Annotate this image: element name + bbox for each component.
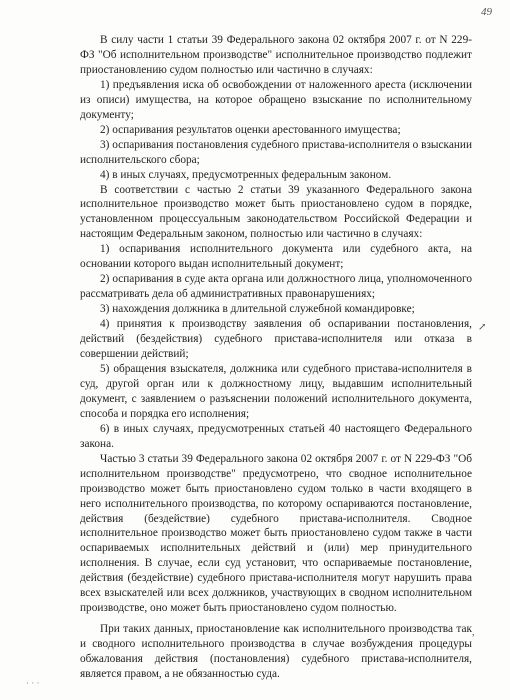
list-item: 1) оспаривания исполнительного документа или судебного акта, на основании которого выдан исполнительный документ; — [80, 243, 472, 271]
list-item: 3) нахождения должника в длительной служебной командировке; — [100, 303, 415, 316]
list-item: 5) обращения взыскателя, должника или судебного пристава-исполнителя в суд, другой орган или к должностному лицу, выдавшим исполнительный документ, с заявлением о разъяснении положений исполнительного документа, способа и порядка его исполнения; — [80, 362, 472, 420]
list-item: 2) оспаривания в суде акта органа или должностного лица, уполномоченного рассматривать дела об административных правонарушениях; — [80, 273, 472, 301]
paragraph-conclusion: При таких данных, приостановление как исполнительного производства так и сводного исполнительного производства в случае возбуждения процедуры обжалования действия (постановления) судебного пристава-исполнителя, является правом, а не обязанностью суда. — [80, 623, 472, 681]
list-item: 1) предъявления иска об освобождении от наложенного ареста (исключении из описи) имущества, на которое обращено взыскание по исполнительному документу; — [80, 78, 472, 121]
list-item: 4) в иных случаях, предусмотренных федеральным законом. — [100, 168, 392, 181]
margin-mark: , — [472, 627, 475, 638]
paragraph-intro-part1: В силу части 1 статьи 39 Федерального закона 02 октября 2007 г. от N 229-ФЗ "Об исполнительном производстве" исполнительное производство подлежит приостановлению судом полностью или частично в случаях: — [80, 34, 472, 76]
margin-mark: ↗ — [478, 322, 487, 333]
list-item: 2) оспаривания результатов оценки арестованного имущества; — [100, 123, 401, 136]
page-number: 49 — [481, 6, 492, 18]
list-item: 3) оспаривания постановления судебного пристава-исполнителя о взыскании исполнительского сбора; — [80, 138, 472, 166]
paragraph-intro-part2: В соответствии с частью 2 статьи 39 указанного Федерального закона исполнительное производство может быть приостановлено судом в порядке, установленном процессуальным законодательством Российской Федерации и настоящим Федеральным законом, полностью или частично в случаях: — [80, 183, 472, 241]
paragraph-part3: Частью 3 статьи 39 Федерального закона 02 октября 2007 г. от N 229-ФЗ "Об исполнительном производстве" предусмотрено, что сводное исполнительное производство может быть приостановлено судом только в части входящего в него исполнительного производства, по которому оспариваются постановление, действия (бездействие) судебного пристава-исполнителя. Сводное исполнительное производство может быть приостановлено судом также в части оспариваемых исполнительных действий и (или) мер принудительного исполнения. В случае, если суд установит, что оспариваемые постановление, действия (бездействие) судебного пристава-исполнителя могут нарушить права всех взыскателей или всех должников, участвующих в сводном исполнительном производстве, оно может быть приостановлено судом полностью. — [80, 452, 472, 615]
list-item: 4) принятия к производству заявления об оспаривании постановления, действий (бездействия) судебного пристава-исполнителя или отказа в совершении действий; — [80, 318, 472, 361]
list-item: 6) в иных случаях, предусмотренных статьей 40 настоящего Федерального закона. — [80, 422, 472, 450]
scan-mark: · · · — [26, 678, 40, 688]
document-body — [80, 33, 472, 682]
